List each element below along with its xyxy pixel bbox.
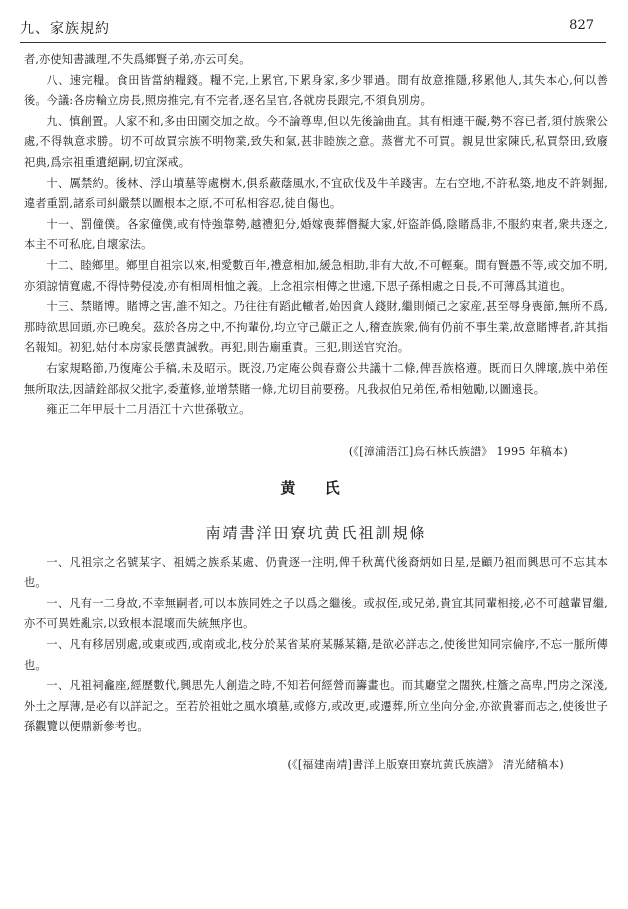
rule-item: 一、凡祖祠龕座,經歷數代,興思先人創造之時,不知若何經營而籌畫也。而其廳堂之闊狹,柱簷之高卑,門房之深淺,外土之厚薄,是必有以詳記之。至若於祖妣之風水墳墓,或修方,或改更,或遷葬,所立坐向分金,亦欲貴審而志之,使後世子孫觀覽以便鼎新參考也。	[24, 679, 608, 734]
page-body	[24, 50, 608, 772]
rule-item: 一、凡有一二身故,不幸無嗣者,可以本族同姓之子以爲之繼後。或叔侄,或兄弟,貴宜其同輩相接,必不可越輩冒繼,亦不可異姓亂宗,以致根本混壞而失統無序也。	[24, 596, 608, 631]
article-11: 十一、罰僮僕。各家僮僕,或有恃強靠勢,越禮犯分,婚嫁喪葬僭擬大家,奸盜詐僞,陰賭爲非,不服約束者,衆共逐之,本主不可私庇,自壞家法。	[24, 217, 608, 252]
section-heading: 黄 氏	[280, 478, 352, 497]
article-12: 十二、睦鄉里。鄉里自祖宗以來,相愛數百年,禮意相加,緩急相助,非有大故,不可輕棄。間有賢愚不等,或交加不明,亦須諒情寬處,不得恃勢侵凌,亦有相周相恤之義。上念祖宗相傳之世遠,下思子孫相處之日長,不可薄爲其道也。	[24, 258, 608, 293]
page-number: 827	[569, 18, 594, 33]
article-13: 十三、禁賭博。賭博之害,誰不知之。乃往往有蹈此轍者,始因貪人錢財,繼則傾己之家産,甚至辱身喪節,無所不爲,那時欲思回頭,亦已晚矣。茲於各房之中,不拘輩份,均立守己嚴正之人,稽查族衆,倘有仍前不事生業,故意賭博者,許其指名報知。初犯,姑付本房家長懲責誡敎。再犯,則告廟重責。三犯,則送官究治。	[24, 300, 608, 355]
article-9: 九、慎創置。人家不和,多由田園交加之故。今不論尊卑,但以先後論曲直。其有相連干礙,勢不容已者,須付族衆公處,不得執意求勝。切不可故買宗族不明物業,致失和氣,甚非睦族之意。蒸嘗尤不可買。親見世家陳氏,私買祭田,致廢祀典,爲宗祖重遺絕嗣,切宜深戒。	[24, 114, 608, 169]
paragraph: 者,亦使知書識理,不失爲鄉賢子弟,亦云可矣。	[24, 53, 251, 66]
page-header	[0, 0, 628, 48]
document-title: 南靖書洋田寮坑黄氏祖訓規條	[205, 523, 427, 542]
running-title: 九、家族規約	[20, 21, 110, 37]
postscript: 右家規略節,乃復庵公手稿,未及昭示。既沒,乃定庵公與春齋公共議十二條,俾吾族格遵。既而日久牌壞,族中弟侄無所取法,因請銓部叔父批字,委董修,並增禁賭一條,尤切目前要務。凡我叔伯兄弟侄,希相勉勵,以圖遠長。	[24, 361, 608, 396]
article-8: 八、速完糧。食田皆當納糧錢。糧不完,上累官,下累身家,多少罪過。間有故意推隱,移累他人,其失本心,何以善後。今議:各房輪立房長,照房推完,有不完者,逐名呈官,各就房長跟完,不須負別房。	[24, 73, 608, 108]
source-citation: (《[福建南靖]書洋上版寮田寮坑黄氏族譜》 清光緒稿本)	[287, 758, 564, 772]
article-10: 十、厲禁約。後林、浮山墳墓等處樹木,俱系蔽蔭風水,不宜砍伐及牛羊踐害。左右空地,不許私築,地皮不許剝掘,違者重罰,諸系司糾嚴禁以圖根本之原,不可私相容忍,徒自傷也。	[24, 176, 608, 211]
source-citation: (《[漳浦浯江]烏石林氏族譜》 1995 年稿本)	[348, 444, 568, 458]
header-rule	[20, 42, 606, 43]
date-line: 雍正二年甲辰十二月浯江十六世孫敬立。	[46, 403, 251, 417]
rule-item: 一、凡祖宗之名號某字、祖嫣之族系某處、仍貴逐一注明,俾千秋萬代後裔炳如日星,是顧乃祖而興思可不忘其本也。	[24, 555, 608, 590]
rule-item: 一、凡有移居別處,或東或西,或南或北,枝分於某省某府某縣某籍,是欲必詳志之,使後世知同宗倫序,不忘一脈所傳也。	[24, 638, 608, 672]
